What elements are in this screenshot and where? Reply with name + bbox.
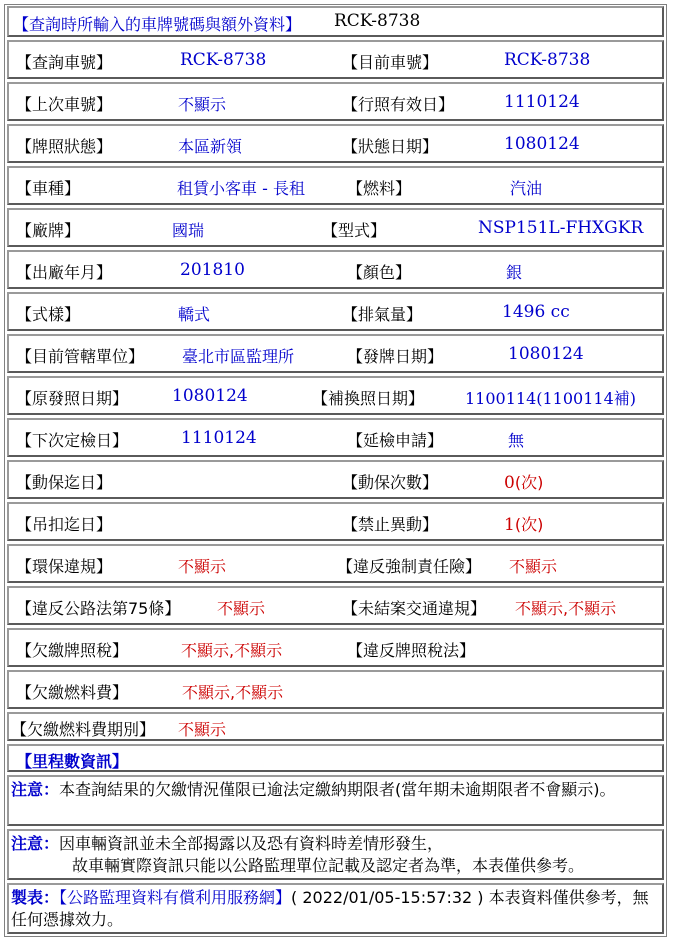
row-jurisdiction [7,334,664,373]
footer-service-link[interactable]: 【公路監理資料有償利用服務網】 [59,888,292,907]
label-unpaid-fuel-fee: 【欠繳燃料費】 [16,683,129,702]
label-fuel: 【燃料】 [347,179,412,198]
label-displacement: 【排氣量】 [342,305,423,324]
value-license-valid: 1110124 [504,92,580,112]
value-status-date: 1080124 [504,134,580,154]
row-license-tax [7,628,664,667]
value-displacement: 1496 cc [502,302,570,322]
value-body-style: 轎式 [178,305,211,324]
value-lien-count: 0 [504,473,515,493]
label-suspension-end-date: 【吊扣迄日】 [16,515,113,534]
value-prev-plate: 不顯示 [178,95,227,114]
value-insurance-violation: 不顯示 [509,557,558,576]
row-vehicle-type [7,166,664,205]
label-vehicle-type: 【車種】 [16,179,81,198]
row-plate-status [7,124,664,163]
label-highway-act-violation: 【違反公路法第75條】 [16,599,181,618]
value-transfer-ban: 1 [504,515,515,535]
label-color: 【顏色】 [347,263,412,282]
label-transfer-ban: 【禁止異動】 [342,515,439,534]
value-unpaid-license-tax: 不顯示,不顯示 [181,641,283,660]
label-license-tax-violation: 【違反牌照稅法】 [347,641,476,660]
value-pending-traffic-violation: 不顯示,不顯示 [515,599,617,618]
mileage-section-title: 【里程數資訊】 [16,752,129,771]
row-fuel-fee-period [7,712,664,741]
value-next-inspection: 1110124 [181,428,257,448]
label-lien-end-date: 【動保迄日】 [16,473,113,492]
header-title: 【查詢時所輸入的車牌號碼與額外資料】 [13,15,302,34]
row-original-license [7,376,664,415]
label-inspection-extension: 【延檢申請】 [347,431,444,450]
label-status-date: 【狀態日期】 [342,137,439,156]
row-environmental [7,544,664,583]
value-current-plate: RCK-8738 [504,50,591,70]
value-model: NSP151L-FHXGKR [478,218,644,238]
value-original-license-date: 1080124 [172,386,248,406]
label-environmental-violation: 【環保違規】 [16,557,113,576]
row-plate [7,40,664,79]
value-manufacture-date: 201810 [180,260,245,280]
value-brand: 國瑞 [172,221,205,240]
value-environmental-violation: 不顯示 [178,557,227,576]
value-query-plate: RCK-8738 [180,50,267,70]
note-1-text: 本查詢結果的欠繳情況僅限已逾法定繳納期限者(當年期未逾期限者不會顯示)。 [59,780,616,799]
value-vehicle-type: 租賃小客車 - 長租 [177,179,305,198]
row-suspension [7,502,664,541]
label-manufacture-date: 【出廠年月】 [16,263,113,282]
label-model: 【型式】 [322,221,387,240]
label-unpaid-fuel-fee-period: 【欠繳燃料費期別】 [11,720,156,739]
value-plate-status: 本區新領 [178,137,243,156]
footer-text: ( 2022/01/05-15:57:32 ) 本表資料僅供參考，無任何憑據效力。 [11,888,649,929]
row-fuel-fee [7,670,664,709]
label-lien-count: 【動保次數】 [342,473,439,492]
label-current-plate: 【目前車號】 [342,53,439,72]
label-original-license-date: 【原發照日期】 [16,389,129,408]
label-unpaid-license-tax: 【欠繳牌照稅】 [16,641,129,660]
value-color: 銀 [506,263,523,282]
label-pending-traffic-violation: 【未結案交通違規】 [342,599,487,618]
label-plate-status: 【牌照狀態】 [16,137,113,156]
row-lien [7,460,664,499]
label-body-style: 【式樣】 [16,305,81,324]
label-next-inspection: 【下次定檢日】 [16,431,129,450]
value-reissue-date: 1100114(1100114補) [465,389,637,408]
note-2-keyword: 注意： [11,834,60,853]
value-highway-act-violation: 不顯示 [217,599,266,618]
label-reissue-date: 【補換照日期】 [312,389,425,408]
label-insurance-violation: 【違反強制責任險】 [337,557,482,576]
value-fuel: 汽油 [510,179,543,198]
row-next-inspection [7,418,664,457]
footer-keyword: 製表： [11,888,60,907]
row-brand [7,208,664,247]
value-inspection-extension: 無 [508,431,525,450]
value-lien-count-unit: (次) [514,473,544,492]
footer [7,883,664,934]
label-prev-plate: 【上次車號】 [16,95,113,114]
value-jurisdiction: 臺北市區監理所 [182,347,295,366]
label-license-valid: 【行照有效日】 [342,95,455,114]
label-issue-date: 【發牌日期】 [347,347,444,366]
row-manufacture-date [7,250,664,289]
note-2-line-2: 故車輛實際資訊只能以公路監理單位記載及認定者為準，本表僅供參考。 [72,856,585,875]
value-transfer-ban-unit: (次) [514,515,544,534]
label-query-plate: 【查詢車號】 [16,53,113,72]
label-brand: 【廠牌】 [16,221,81,240]
note-1-keyword: 注意： [11,780,60,799]
header-plate: RCK-8738 [334,11,421,31]
note-2 [7,829,664,880]
row-mileage-title [7,744,664,772]
value-unpaid-fuel-fee-period: 不顯示 [178,720,227,739]
value-issue-date: 1080124 [508,344,584,364]
row-highway-act [7,586,664,625]
note-2-line-1: 因車輛資訊並未全部揭露以及恐有資料時差情形發生， [59,834,444,853]
row-body-style [7,292,664,331]
row-prev-plate [7,82,664,121]
value-unpaid-fuel-fee: 不顯示,不顯示 [182,683,284,702]
header-row [7,6,664,37]
note-1 [7,775,664,826]
label-jurisdiction: 【目前管轄單位】 [16,347,145,366]
